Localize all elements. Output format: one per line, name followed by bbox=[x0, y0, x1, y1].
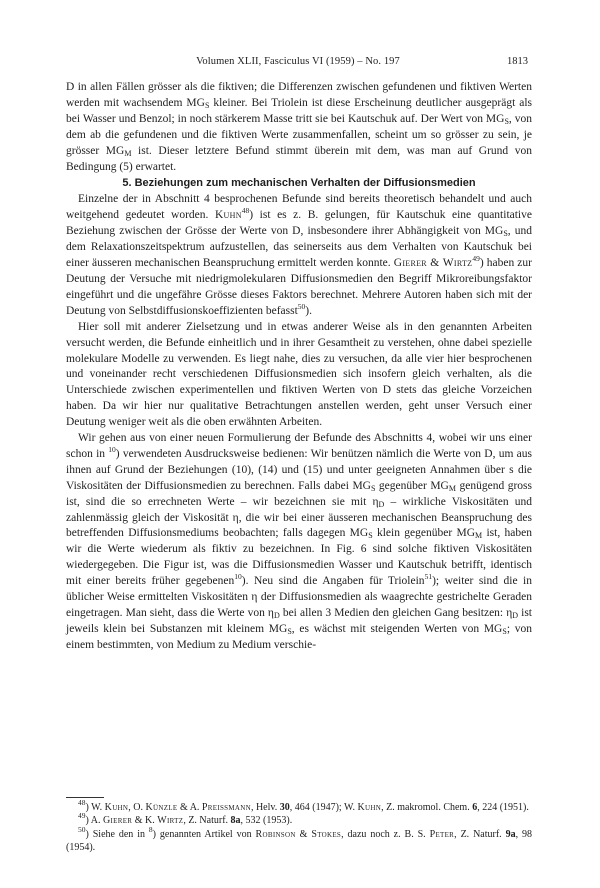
page-number: 1813 bbox=[507, 56, 528, 67]
footnote-49: $^{49}$) A. Gierer & K. Wirtz, Z. Naturf. 8a, 532 (1953). bbox=[78, 811, 293, 827]
running-title: Volumen XLII, Fasciculus VI (1959) – No. 197 bbox=[196, 56, 400, 67]
paragraph-1: D in allen Fällen grösser als die fiktiven; die Differenzen zwischen gefundenen und fiktiven Werten werden mit wachsendem $MG_S$ kleiner. Bei Triolein ist diese Erscheinung deutlicher ausgeprägt als bei Wasser und Benzol; in noch stärkerem Masse tritt sie bei Kautschuk auf. Der Wert von $MG_S$, von dem ab die gefundenen und die fiktiven Werte zusammenfallen, scheint um so grösser zu sein, je grösser $MG_M$ ist. Dieser letztere Befund stimmt überein mit dem, was man auf Grund von Bedingung (5) erwartet. bbox=[66, 81, 533, 173]
footnotes bbox=[66, 798, 533, 855]
footnote-48: $^{48}$) W. Kuhn, O. Künzle & A. Preissmann, Helv. 30, 464 (1947); W. Kuhn, Z. makromol. Chem. 6, 224 (1951). bbox=[78, 798, 529, 813]
section-heading: 5. Beziehungen zum mechanischen Verhalten der Diffusionsmedien bbox=[122, 177, 476, 190]
footnote-50: $^{50}$) Siehe den in $^8$) genannten Artikel von Robinson & Stokes, dazu noch z. B. S. Peter, Z. Naturf. 9a, 98 (1954). bbox=[66, 824, 533, 854]
running-header bbox=[68, 56, 528, 70]
paragraph-2: Einzelne der in Abschnitt 4 besprochenen Befunde sind bereits theoretisch behandelt und auch weitgehend gedeutet worden. Kuhn$^{48}$) ist es z. B. gelungen, für Kautschuk eine quantitative Beziehung zwischen der Grösse der Werte von D, insbesondere ihrer Abhängigkeit von $MG_S$, und dem Relaxationszeitspektrum aufzustellen, das seinerseits aus dem Verhalten von Kautschuk bei einer äusseren mechanischen Beanspruchung ermittelt werden konnte. Gierer & Wirtz$^{49}$) haben zur Deutung der Versuche mit niedrigmolekularen Diffusionsmedien den Begriff Mikroreibungsfaktor eingeführt und die ungefähre Grösse dieses Faktors berechnet. Mehrere Autoren haben sich mit der Deutung von Selbstdiffusionskoeffizienten befasst$^{50}$). bbox=[66, 193, 533, 317]
body-text bbox=[66, 80, 532, 654]
paragraph-3: Hier soll mit anderer Zielsetzung und in etwas anderer Weise als in den genannten Arbeiten versucht werden, die Befunde einheitlich und in ihrer Gesamtheit zu verstehen, ohne dabei spezielle molekulare Modelle zu verwenden. Es liegt nahe, dies zu versuchen, da alle vier hier besprochenen und voneinander recht verschiedenen Diffusionsmedien sich insofern gleich verhalten, als die Unterschiede zwischen experimentellen und fiktiven Werten von D stets das gleiche Vorzeichen haben. Da wir hier nur qualitative Betrachtungen anstellen werden, geht unser Versuch einer Deutung weniger weit als die oben erwähnten Arbeiten. bbox=[66, 320, 532, 429]
paragraph-4: Wir gehen aus von einer neuen Formulierung der Befunde des Abschnitts 4, wobei wir uns einer schon in $^{10}$) verwendeten Ausdrucksweise bedienen: Wir benützen nämlich die Werte von D, um aus ihnen auf Grund der Beziehungen (10), (14) und (15) und unter geeigneten Annahmen über s die Viskositäten der Diffusionsmedien zu berechnen. Falls dabei $MG_S$ gegenüber $MG_M$ genügend gross ist, sind die so errechneten Werte – wir bezeichnen sie mit $\eta_D$ – wirkliche Viskositäten und zahlenmässig gleich der Viskosität η, die wir bei einer äusseren mechanischen Beanspruchung des betreffenden Diffusionsmediums beobachten; falls dagegen $MG_S$ klein gegenüber $MG_M$ ist, haben wir die Werte wiederum als fiktiv zu bezeichnen. In Fig. 6 sind solche fiktiven Viskositäten wiedergegeben. Die Figur ist, was die Diffusionsmedien Wasser und Kautschuk betrifft, identisch mit einer bereits früher gegebenen$^{10}$). Neu sind die Angaben für Triolein$^{51}$); weiter sind die in üblicher Weise ermittelten Viskositäten η der Diffusionsmedien als waagrechte gestrichelte Geraden eingetragen. Man sieht, dass die Werte von $\eta_D$ bei allen 3 Medien den gleichen Gang besitzen: $\eta_D$ ist jeweils klein bei Substanzen mit kleinem $MG_S$, es wächst mit steigenden Werten von $MG_S$; von einem bestimmten, von Medium zu Medium verschie- bbox=[66, 432, 532, 651]
